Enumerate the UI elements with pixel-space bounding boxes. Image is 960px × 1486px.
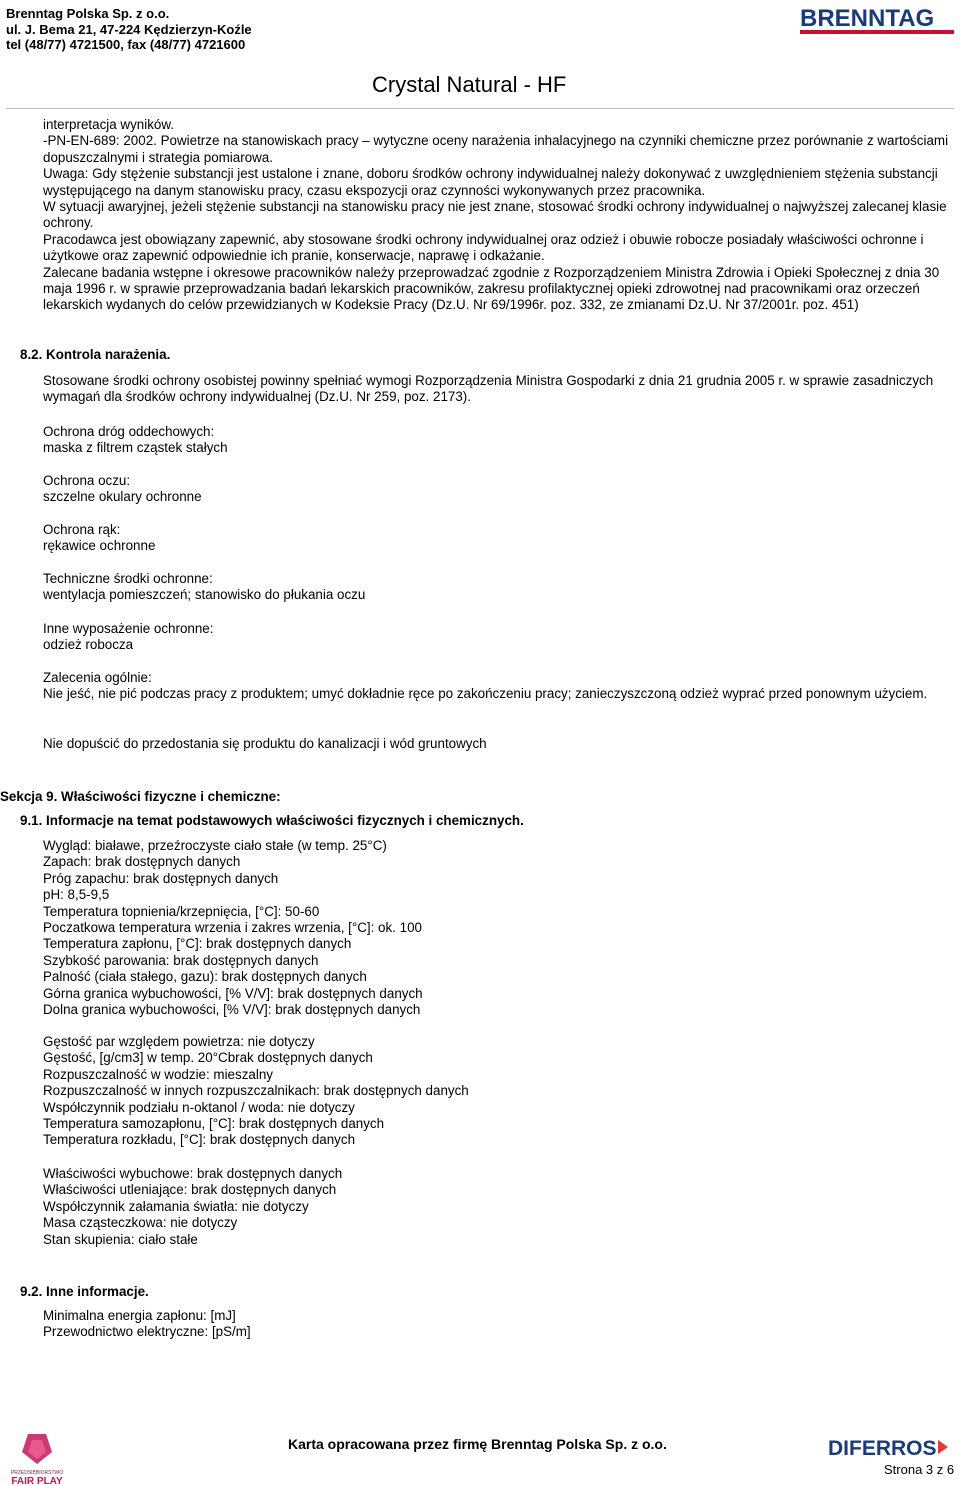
property-line: Gęstość, [g/cm3] w temp. 20°Cbrak dostępnych danych <box>43 1050 373 1066</box>
company-name: Brenntag Polska Sp. z o.o. <box>6 6 170 21</box>
drain-note-text: Nie dopuścić do przedostania się produktu do kanalizacji i wód gruntowych <box>43 736 487 751</box>
other-label: Inne wyposażenie ochronne: <box>43 621 214 636</box>
fair-play-logo <box>8 1430 66 1486</box>
properties-group-3 <box>43 1166 959 1248</box>
intro-paragraph: interpretacja wyników. <box>43 117 174 132</box>
property-line: Właściwości wybuchowe: brak dostępnych danych <box>43 1166 343 1181</box>
property-line: Masa cząsteczkowa: nie dotyczy <box>43 1215 238 1231</box>
eye-label: Ochrona oczu: <box>43 473 131 488</box>
properties-group-4 <box>43 1308 959 1341</box>
section-9-1-heading: 9.1. Informacje na temat podstawowych właściwości fizycznych i chemicznych. <box>20 813 524 828</box>
regulation-text: Stosowane środki ochrony osobistej powinny spełniać wymogi Rozporządzenia Ministra Gospodarki z dnia 21 grudnia 2005 r. w sprawie zasadniczych wymagań dla środków ochrony indywidualnej (Dz.U. Nr 259, poz. 2173). <box>43 373 934 405</box>
respiratory-protection <box>43 424 959 457</box>
eye-value: szczelne okulary ochronne <box>43 489 202 505</box>
product-title: Crystal Natural - HF <box>372 72 567 97</box>
properties-group-1 <box>43 838 959 1018</box>
other-equipment <box>43 621 959 654</box>
property-line: Temperatura samozapłonu, [°C]: brak dostępnych danych <box>43 1116 385 1132</box>
intro-paragraph: W sytuacji awaryjnej, jeżeli stężenie substancji na stanowisku pracy nie jest znane, stosować środki ochrony indywidualnej o najwyższej zalecanej klasie ochrony. <box>43 199 947 231</box>
brenntag-logo <box>800 2 954 36</box>
hand-value: rękawice ochronne <box>43 538 156 554</box>
fair-play-line2: FAIR PLAY <box>11 1476 63 1486</box>
fair-play-line1: PRZEDSIĘBIORSTWO <box>10 1470 64 1476</box>
property-line: Gęstość par względem powietrza: nie dotyczy <box>43 1034 315 1049</box>
general-label: Zalecenia ogólnie: <box>43 670 152 685</box>
header-divider <box>6 108 954 109</box>
respiratory-value: maska z filtrem cząstek stałych <box>43 440 228 456</box>
property-line: Temperatura rozkładu, [°C]: brak dostępnych danych <box>43 1132 356 1148</box>
technical-value: wentylacja pomieszczeń; stanowisko do płukania oczu <box>43 587 366 603</box>
property-line: Temperatura zapłonu, [°C]: brak dostępnych danych <box>43 936 352 952</box>
drain-note <box>43 736 959 752</box>
property-line: Szybkość parowania: brak dostępnych danych <box>43 952 319 968</box>
prepared-by: Karta opracowana przez firmę Brenntag Polska Sp. z o.o. <box>288 1436 667 1452</box>
property-line: Współczynnik podziału n-oktanol / woda: nie dotyczy <box>43 1099 355 1115</box>
company-phone: tel (48/77) 4721500, fax (48/77) 4721600 <box>6 37 246 52</box>
property-line: Minimalna energia zapłonu: [mJ] <box>43 1308 236 1323</box>
property-line: Przewodnictwo elektryczne: [pS/m] <box>43 1324 251 1340</box>
section-8-2-heading: 8.2. Kontrola narażenia. <box>20 347 171 362</box>
property-line: Właściwości utleniające: brak dostępnych danych <box>43 1182 337 1198</box>
property-line: Poczatkowa temperatura wrzenia i zakres wrzenia, [°C]: ok. 100 <box>43 920 422 936</box>
intro-paragraph: Pracodawca jest obowiązany zapewnić, aby stosowane środki ochrony indywidualnej oraz odzież i obuwie robocze posiadały właściwości ochronne i użytkowe oraz zapewnić odpowiednie ich pranie, konserwacje, naprawę i odkażanie. <box>43 231 924 264</box>
property-line: Rozpuszczalność w innych rozpuszczalnikach: brak dostępnych danych <box>43 1083 469 1099</box>
eye-protection <box>43 473 959 506</box>
hand-label: Ochrona rąk: <box>43 522 121 537</box>
property-line: Zapach: brak dostępnych danych <box>43 854 241 870</box>
brand-logo-text: BRENNTAG <box>800 5 935 32</box>
properties-group-2 <box>43 1034 959 1149</box>
property-line: Górna granica wybuchowości, [% V/V]: brak dostępnych danych <box>43 985 423 1001</box>
intro-paragraph: Uwaga: Gdy stężenie substancji jest ustalone i znane, doboru środków ochrony indywidualnej należy dokonywać z uwzględnieniem stężenia substancji występującego na danym stanowisku pracy, czasu ekspozycji oraz czynności wykonywanych przez pracownika. <box>43 166 938 198</box>
property-line: Wygląd: białawe, przeźroczyste ciało stałe (w temp. 25°C) <box>43 838 387 853</box>
diferros-text: DIFERROS <box>828 1437 937 1460</box>
other-value: odzież robocza <box>43 637 134 653</box>
diferros-logo <box>828 1434 956 1460</box>
company-address: ul. J. Bema 21, 47-224 Kędzierzyn-Koźle <box>6 21 252 37</box>
general-value: Nie jeść, nie pić podczas pracy z produktem; umyć dokładnie ręce po zakończeniu pracy; zanieczyszczoną odzież wyprać przed ponownym użyciem. <box>43 686 928 702</box>
property-line: Rozpuszczalność w wodzie: mieszalny <box>43 1066 273 1082</box>
property-line: Dolna granica wybuchowości, [% V/V]: brak dostępnych danych <box>43 1002 421 1018</box>
intro-section <box>43 117 959 314</box>
property-line: pH: 8,5-9,5 <box>43 887 110 903</box>
page-number: Strona 3 z 6 <box>884 1462 955 1477</box>
section-9-heading: Sekcja 9. Właściwości fizyczne i chemiczne: <box>0 789 281 804</box>
property-line: Współczynnik załamania światła: nie dotyczy <box>43 1198 309 1214</box>
diferros-arrow-icon <box>938 1440 948 1454</box>
company-info <box>6 6 252 53</box>
technical-label: Techniczne środki ochronne: <box>43 571 213 586</box>
intro-paragraph: -PN-EN-689: 2002. Powietrze na stanowiskach pracy – wytyczne oceny narażenia inhalacyjnego na czynniki chemiczne przez porównanie z wartościami dopuszczalnymi i strategia pomiarowa. <box>43 133 949 165</box>
general-recommendations <box>43 670 959 703</box>
regulation-paragraph <box>43 373 959 406</box>
respiratory-label: Ochrona dróg oddechowych: <box>43 424 215 439</box>
property-line: Próg zapachu: brak dostępnych danych <box>43 870 279 886</box>
section-9-2-heading: 9.2. Inne informacje. <box>20 1284 149 1299</box>
property-line: Stan skupienia: ciało stałe <box>43 1231 198 1247</box>
hand-protection <box>43 522 959 555</box>
intro-paragraph: Zalecane badania wstępne i okresowe pracowników należy przeprowadzać zgodnie z Rozporządzeniem Ministra Zdrowia i Opieki Społecznej z dnia 30 maja 1996 r. w sprawie przeprowadzania badań lekarskich pracowników, zakresu profilaktycznej opieki zdrowotnej nad pracownikami oraz orzeczeń lekarskich wydanych do celów przewidzianych w Kodeksie Pracy (Dz.U. Nr 69/1996r. poz. 332, ze zmianami Dz.U. Nr 37/2001r. poz. 451) <box>43 264 940 313</box>
technical-measures <box>43 571 959 604</box>
property-line: Temperatura topnienia/krzepnięcia, [°C]: 50-60 <box>43 903 320 919</box>
property-line: Palność (ciała stałego, gazu): brak dostępnych danych <box>43 969 367 985</box>
